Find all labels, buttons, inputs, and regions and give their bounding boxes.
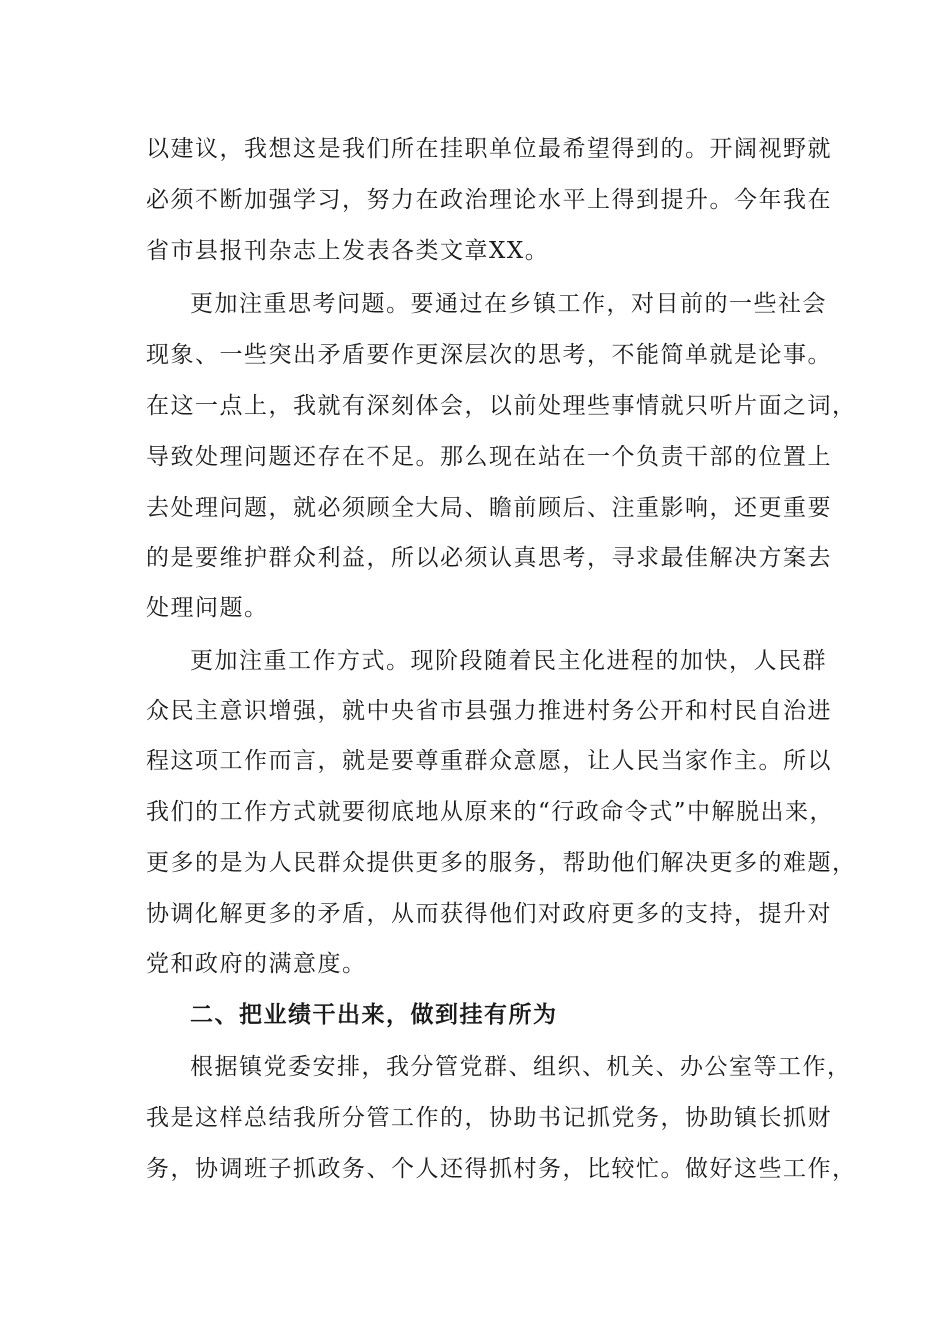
paragraph-line: 去处理问题，就必须顾全大局、瞻前顾后、注重影响，还更重要 [146, 495, 832, 521]
paragraph-line: 处理问题。 [146, 595, 269, 621]
paragraph-line: 更加注重思考问题。要通过在乡镇工作，对目前的一些社会 [190, 291, 827, 317]
paragraph-line: 现象、一些突出矛盾要作更深层次的思考，不能简单就是论事。 [146, 342, 832, 368]
paragraph-line: 协调化解更多的矛盾，从而获得他们对政府更多的支持，提升对 [146, 901, 832, 927]
paragraph-line: 的是要维护群众利益，所以必须认真思考，寻求最佳解决方案去 [146, 545, 832, 571]
paragraph-line: 导致处理问题还存在不足。那么现在站在一个负责干部的位置上 [146, 444, 832, 470]
paragraph-line: 我们的工作方式就要彻底地从原来的“行政命令式”中解脱出来， [146, 799, 835, 825]
section-heading: 二、把业绩干出来，做到挂有所为 [190, 1001, 558, 1028]
paragraph-line: 更加注重工作方式。现阶段随着民主化进程的加快，人民群 [190, 648, 827, 674]
paragraph-line: 在这一点上，我就有深刻体会，以前处理些事情就只听片面之词， [146, 393, 857, 419]
paragraph-line: 必须不断加强学习，努力在政治理论水平上得到提升。今年我在 [146, 187, 832, 213]
paragraph-line: 众民主意识增强，就中央省市县强力推进村务公开和村民自治进 [146, 698, 832, 724]
paragraph-line: 我是这样总结我所分管工作的，协助书记抓党务，协助镇长抓财 [146, 1105, 832, 1131]
paragraph-line: 更多的是为人民群众提供更多的服务，帮助他们解决更多的难题， [146, 850, 857, 876]
paragraph-line: 务，协调班子抓政务、个人还得抓村务，比较忙。做好这些工作， [146, 1156, 857, 1182]
paragraph-line: 省市县报刊杂志上发表各类文章XX。 [146, 238, 550, 264]
paragraph-line: 程这项工作而言，就是要尊重群众意愿，让人民当家作主。所以 [146, 748, 832, 774]
paragraph-line: 党和政府的满意度。 [146, 951, 367, 977]
paragraph-line: 根据镇党委安排，我分管党群、组织、机关、办公室等工作， [190, 1054, 852, 1080]
paragraph-line: 以建议，我想这是我们所在挂职单位最希望得到的。开阔视野就 [146, 136, 832, 162]
